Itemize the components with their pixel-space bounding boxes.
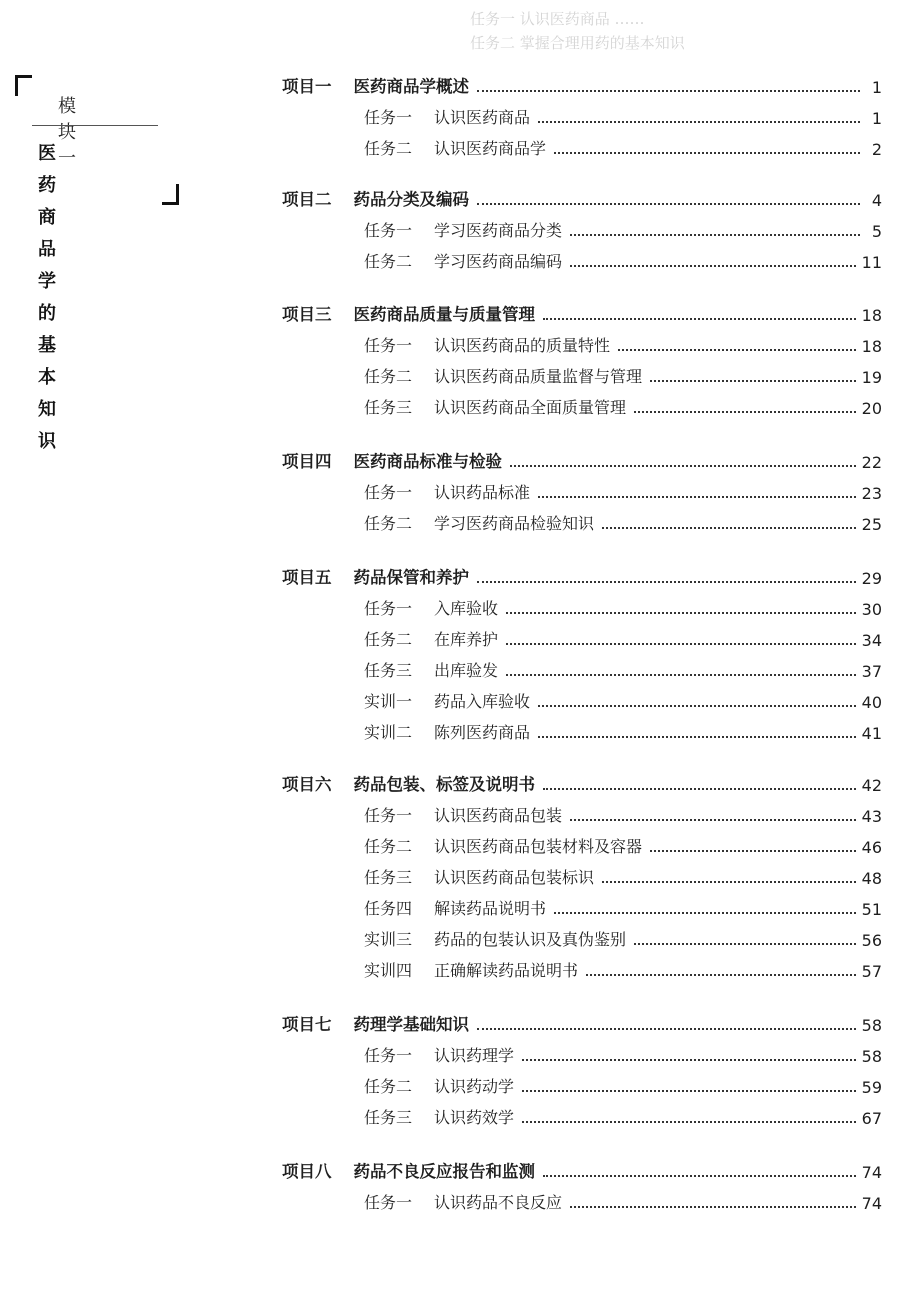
toc-task-row[interactable]: [282, 1073, 882, 1097]
toc-entry-label: [282, 186, 469, 210]
toc-task-row[interactable]: [282, 1042, 882, 1066]
dot-leader: [570, 265, 856, 267]
toc-entry-title: 药品包装、标签及说明书: [353, 775, 535, 794]
toc-page-number: 25: [861, 515, 882, 534]
toc-entry-title: 药品保管和养护: [353, 568, 469, 587]
toc-entry-label: [364, 1043, 514, 1066]
toc-page-number: 11: [861, 253, 882, 272]
toc-entry-title: 医药商品标准与检验: [353, 452, 502, 471]
toc-task-row[interactable]: [282, 248, 882, 272]
dot-leader: [602, 527, 856, 529]
toc-project-row[interactable]: [282, 1158, 882, 1182]
toc-entry-title: 出库验发: [434, 661, 499, 680]
toc-task-row[interactable]: [282, 833, 882, 857]
toc-entry-number: 任务一: [364, 1046, 413, 1065]
toc-entry-number: 任务一: [364, 599, 413, 618]
toc-entry-label: [364, 218, 562, 241]
toc-entry-label: [364, 1190, 562, 1213]
dot-leader: [602, 881, 856, 883]
toc-entry-label: [364, 364, 642, 387]
toc-entry-number: 任务三: [364, 868, 413, 887]
toc-entry-title: 药理学基础知识: [353, 1015, 469, 1034]
toc-entry-label: [364, 105, 530, 128]
toc-page-number: 19: [861, 368, 882, 387]
dot-leader: [570, 819, 856, 821]
toc-task-row[interactable]: [282, 926, 882, 950]
toc-entry-number: 实训一: [364, 692, 413, 711]
toc-entry-label: [364, 689, 530, 712]
toc-entry-number: 任务一: [364, 483, 413, 502]
toc-page-number: 30: [861, 600, 882, 619]
toc-entry-title: 学习医药商品编码: [434, 252, 563, 271]
toc-entry-title: 认识药理学: [434, 1046, 515, 1065]
dot-leader: [543, 788, 856, 790]
toc-entry-label: [364, 927, 626, 950]
toc-entry-number: 项目一: [282, 77, 332, 96]
dot-leader: [506, 643, 856, 645]
toc-task-row[interactable]: [282, 1189, 882, 1213]
toc-entry-title: 药品分类及编码: [353, 190, 469, 209]
toc-page-number: 56: [861, 931, 882, 950]
bracket-top-left: [15, 75, 32, 96]
toc-task-row[interactable]: [282, 217, 882, 241]
module-divider: [32, 125, 158, 126]
bracket-bottom-right: [162, 184, 179, 205]
dot-leader: [477, 581, 856, 583]
toc-entry-title: 药品的包装认识及真伪鉴别: [434, 930, 627, 949]
toc-page-number: 29: [861, 569, 882, 588]
toc-entry-number: 项目三: [282, 305, 332, 324]
toc-entry-title: 学习医药商品检验知识: [434, 514, 595, 533]
toc-entry-title: 认识药品标准: [434, 483, 531, 502]
toc-page-number: 74: [861, 1194, 882, 1213]
toc-task-row[interactable]: [282, 595, 882, 619]
toc-entry-label: [282, 73, 469, 97]
toc-page-number: 41: [861, 724, 882, 743]
dot-leader: [634, 411, 856, 413]
dot-leader: [543, 1175, 856, 1177]
toc-page-number: 37: [861, 662, 882, 681]
toc-entry-title: 学习医药商品分类: [434, 221, 563, 240]
module-label: 模块一: [58, 96, 76, 169]
toc-entry-number: 项目八: [282, 1162, 332, 1181]
toc-task-row[interactable]: [282, 1104, 882, 1128]
dot-leader: [554, 152, 860, 154]
toc-entry-title: 认识医药商品: [434, 108, 531, 127]
toc-entry-title: 解读药品说明书: [434, 899, 547, 918]
dot-leader: [650, 850, 856, 852]
toc-entry-number: 任务三: [364, 661, 413, 680]
toc-entry-label: [364, 896, 546, 919]
toc-task-row[interactable]: [282, 957, 882, 981]
toc-entry-title: 医药商品学概述: [353, 77, 469, 96]
module-title-line2: 的基本知识: [38, 303, 56, 452]
toc-entry-title: 认识药品不良反应: [434, 1193, 563, 1212]
toc-entry-label: [364, 627, 498, 650]
toc-task-row[interactable]: [282, 510, 882, 534]
toc-entry-label: [364, 511, 594, 534]
toc-entry-label: [364, 249, 562, 272]
toc-page-number: 1: [871, 78, 882, 97]
module-title: [38, 138, 56, 458]
toc-entry-number: 任务二: [364, 1077, 413, 1096]
toc-page-number: 4: [871, 191, 882, 210]
dot-leader: [477, 1028, 856, 1030]
ghost-text-2: 任务二 掌握合理用药的基本知识: [470, 34, 685, 52]
ghost-text-1: 任务一 认识医药商品 ……: [470, 10, 645, 28]
toc-entry-title: 药品不良反应报告和监测: [353, 1162, 535, 1181]
toc-page-number: 67: [861, 1109, 882, 1128]
dot-leader: [554, 912, 856, 914]
toc-page-number: 57: [861, 962, 882, 981]
toc-entry-number: 任务四: [364, 899, 413, 918]
toc-entry-number: 任务一: [364, 108, 413, 127]
toc-page-number: 59: [861, 1078, 882, 1097]
toc-project-row[interactable]: [282, 186, 882, 210]
toc-task-row[interactable]: [282, 719, 882, 743]
toc-entry-number: 任务二: [364, 837, 413, 856]
toc-entry-title: 认识医药商品包装材料及容器: [434, 837, 643, 856]
toc-page-number: 2: [871, 140, 882, 159]
toc-entry-label: [364, 480, 530, 503]
dot-leader: [522, 1121, 856, 1123]
toc-entry-title: 认识医药商品质量监督与管理: [434, 367, 643, 386]
toc-entry-label: [364, 834, 642, 857]
dot-leader: [522, 1090, 856, 1092]
toc-page-number: 42: [861, 776, 882, 795]
toc-entry-number: 任务一: [364, 1193, 413, 1212]
toc-entry-number: 实训三: [364, 930, 413, 949]
toc-page-number: 18: [861, 306, 882, 325]
dot-leader: [634, 943, 856, 945]
toc-page-number: 40: [861, 693, 882, 712]
module-title-line1: 医药商品学: [38, 143, 56, 292]
toc-entry-label: [282, 1158, 535, 1182]
toc-entry-label: [364, 395, 626, 418]
toc-entry-number: 任务三: [364, 1108, 413, 1127]
toc-task-row[interactable]: [282, 657, 882, 681]
toc-entry-number: 任务二: [364, 630, 413, 649]
toc-entry-title: 认识药动学: [434, 1077, 515, 1096]
toc-project-row[interactable]: [282, 301, 882, 325]
toc-project-row[interactable]: [282, 564, 882, 588]
dot-leader: [477, 203, 860, 205]
toc-project-row[interactable]: [282, 1011, 882, 1035]
toc-task-row[interactable]: [282, 479, 882, 503]
toc-entry-label: [364, 720, 530, 743]
toc-page-number: 43: [861, 807, 882, 826]
toc-entry-label: [364, 658, 498, 681]
toc-task-row[interactable]: [282, 895, 882, 919]
toc-entry-number: 任务一: [364, 806, 413, 825]
toc-entry-number: 任务二: [364, 139, 413, 158]
toc-page-number: 5: [871, 222, 882, 241]
toc-entry-number: 项目六: [282, 775, 332, 794]
toc-project-row[interactable]: [282, 771, 882, 795]
toc-entry-label: [364, 958, 578, 981]
toc-page-number: 22: [861, 453, 882, 472]
toc-task-row[interactable]: [282, 332, 882, 356]
toc-entry-label: [282, 301, 535, 325]
toc-entry-label: [282, 564, 469, 588]
toc-entry-number: 实训二: [364, 723, 413, 742]
toc-page-number: 48: [861, 869, 882, 888]
toc-task-row[interactable]: [282, 688, 882, 712]
dot-leader: [506, 612, 856, 614]
toc-page-number: 1: [871, 109, 882, 128]
dot-leader: [570, 1206, 856, 1208]
toc-entry-label: [282, 448, 502, 472]
toc-task-row[interactable]: [282, 394, 882, 418]
toc-page-number: 23: [861, 484, 882, 503]
toc-entry-number: 项目二: [282, 190, 332, 209]
dot-leader: [543, 318, 856, 320]
toc-entry-label: [364, 1105, 514, 1128]
dot-leader: [650, 380, 856, 382]
toc-entry-number: 任务一: [364, 336, 413, 355]
toc-task-row[interactable]: [282, 626, 882, 650]
toc-entry-number: 项目四: [282, 452, 332, 471]
toc-page-number: 58: [861, 1047, 882, 1066]
toc-page-number: 46: [861, 838, 882, 857]
toc-task-row[interactable]: [282, 802, 882, 826]
toc-entry-label: [282, 1011, 469, 1035]
toc-page-number: 51: [861, 900, 882, 919]
toc-entry-title: 医药商品质量与质量管理: [353, 305, 535, 324]
toc-entry-title: 认识医药商品包装: [434, 806, 563, 825]
toc-project-row[interactable]: [282, 73, 882, 97]
dot-leader: [538, 705, 856, 707]
dot-leader: [538, 496, 856, 498]
toc-entry-label: [282, 771, 535, 795]
toc-entry-title: 认识医药商品全面质量管理: [434, 398, 627, 417]
toc-entry-number: 任务三: [364, 398, 413, 417]
dot-leader: [538, 736, 856, 738]
dot-leader: [477, 90, 860, 92]
toc-entry-number: 实训四: [364, 961, 413, 980]
toc-entry-label: [364, 1074, 514, 1097]
toc-entry-label: [364, 803, 562, 826]
dot-leader: [506, 674, 856, 676]
toc-task-row[interactable]: [282, 104, 882, 128]
dot-leader: [510, 465, 856, 467]
toc-page-number: 34: [861, 631, 882, 650]
dot-leader: [570, 234, 860, 236]
toc-page-number: 58: [861, 1016, 882, 1035]
toc-entry-title: 药品入库验收: [434, 692, 531, 711]
toc-page-number: 18: [861, 337, 882, 356]
toc-entry-number: 任务二: [364, 367, 413, 386]
toc-entry-number: 任务二: [364, 514, 413, 533]
toc-task-row[interactable]: [282, 864, 882, 888]
toc-entry-title: 在库养护: [434, 630, 499, 649]
toc-entry-label: [364, 136, 546, 159]
toc-entry-title: 认识医药商品的质量特性: [434, 336, 611, 355]
toc-entry-title: 认识药效学: [434, 1108, 515, 1127]
toc-entry-number: 任务二: [364, 252, 413, 271]
toc-entry-label: [364, 596, 498, 619]
toc-task-row[interactable]: [282, 135, 882, 159]
dot-leader: [586, 974, 856, 976]
toc-task-row[interactable]: [282, 363, 882, 387]
dot-leader: [618, 349, 856, 351]
toc-entry-label: [364, 865, 594, 888]
toc-entry-title: 认识医药商品学: [434, 139, 547, 158]
toc-page-number: 74: [861, 1163, 882, 1182]
dot-leader: [522, 1059, 856, 1061]
toc-entry-title: 认识医药商品包装标识: [434, 868, 595, 887]
toc-page-number: 20: [861, 399, 882, 418]
toc-entry-number: 任务一: [364, 221, 413, 240]
toc-entry-number: 项目五: [282, 568, 332, 587]
toc-entry-number: 项目七: [282, 1015, 332, 1034]
toc-entry-label: [364, 333, 610, 356]
dot-leader: [538, 121, 860, 123]
toc-entry-title: 正确解读药品说明书: [434, 961, 579, 980]
toc-entry-title: 入库验收: [434, 599, 499, 618]
toc-project-row[interactable]: [282, 448, 882, 472]
toc-entry-title: 陈列医药商品: [434, 723, 531, 742]
